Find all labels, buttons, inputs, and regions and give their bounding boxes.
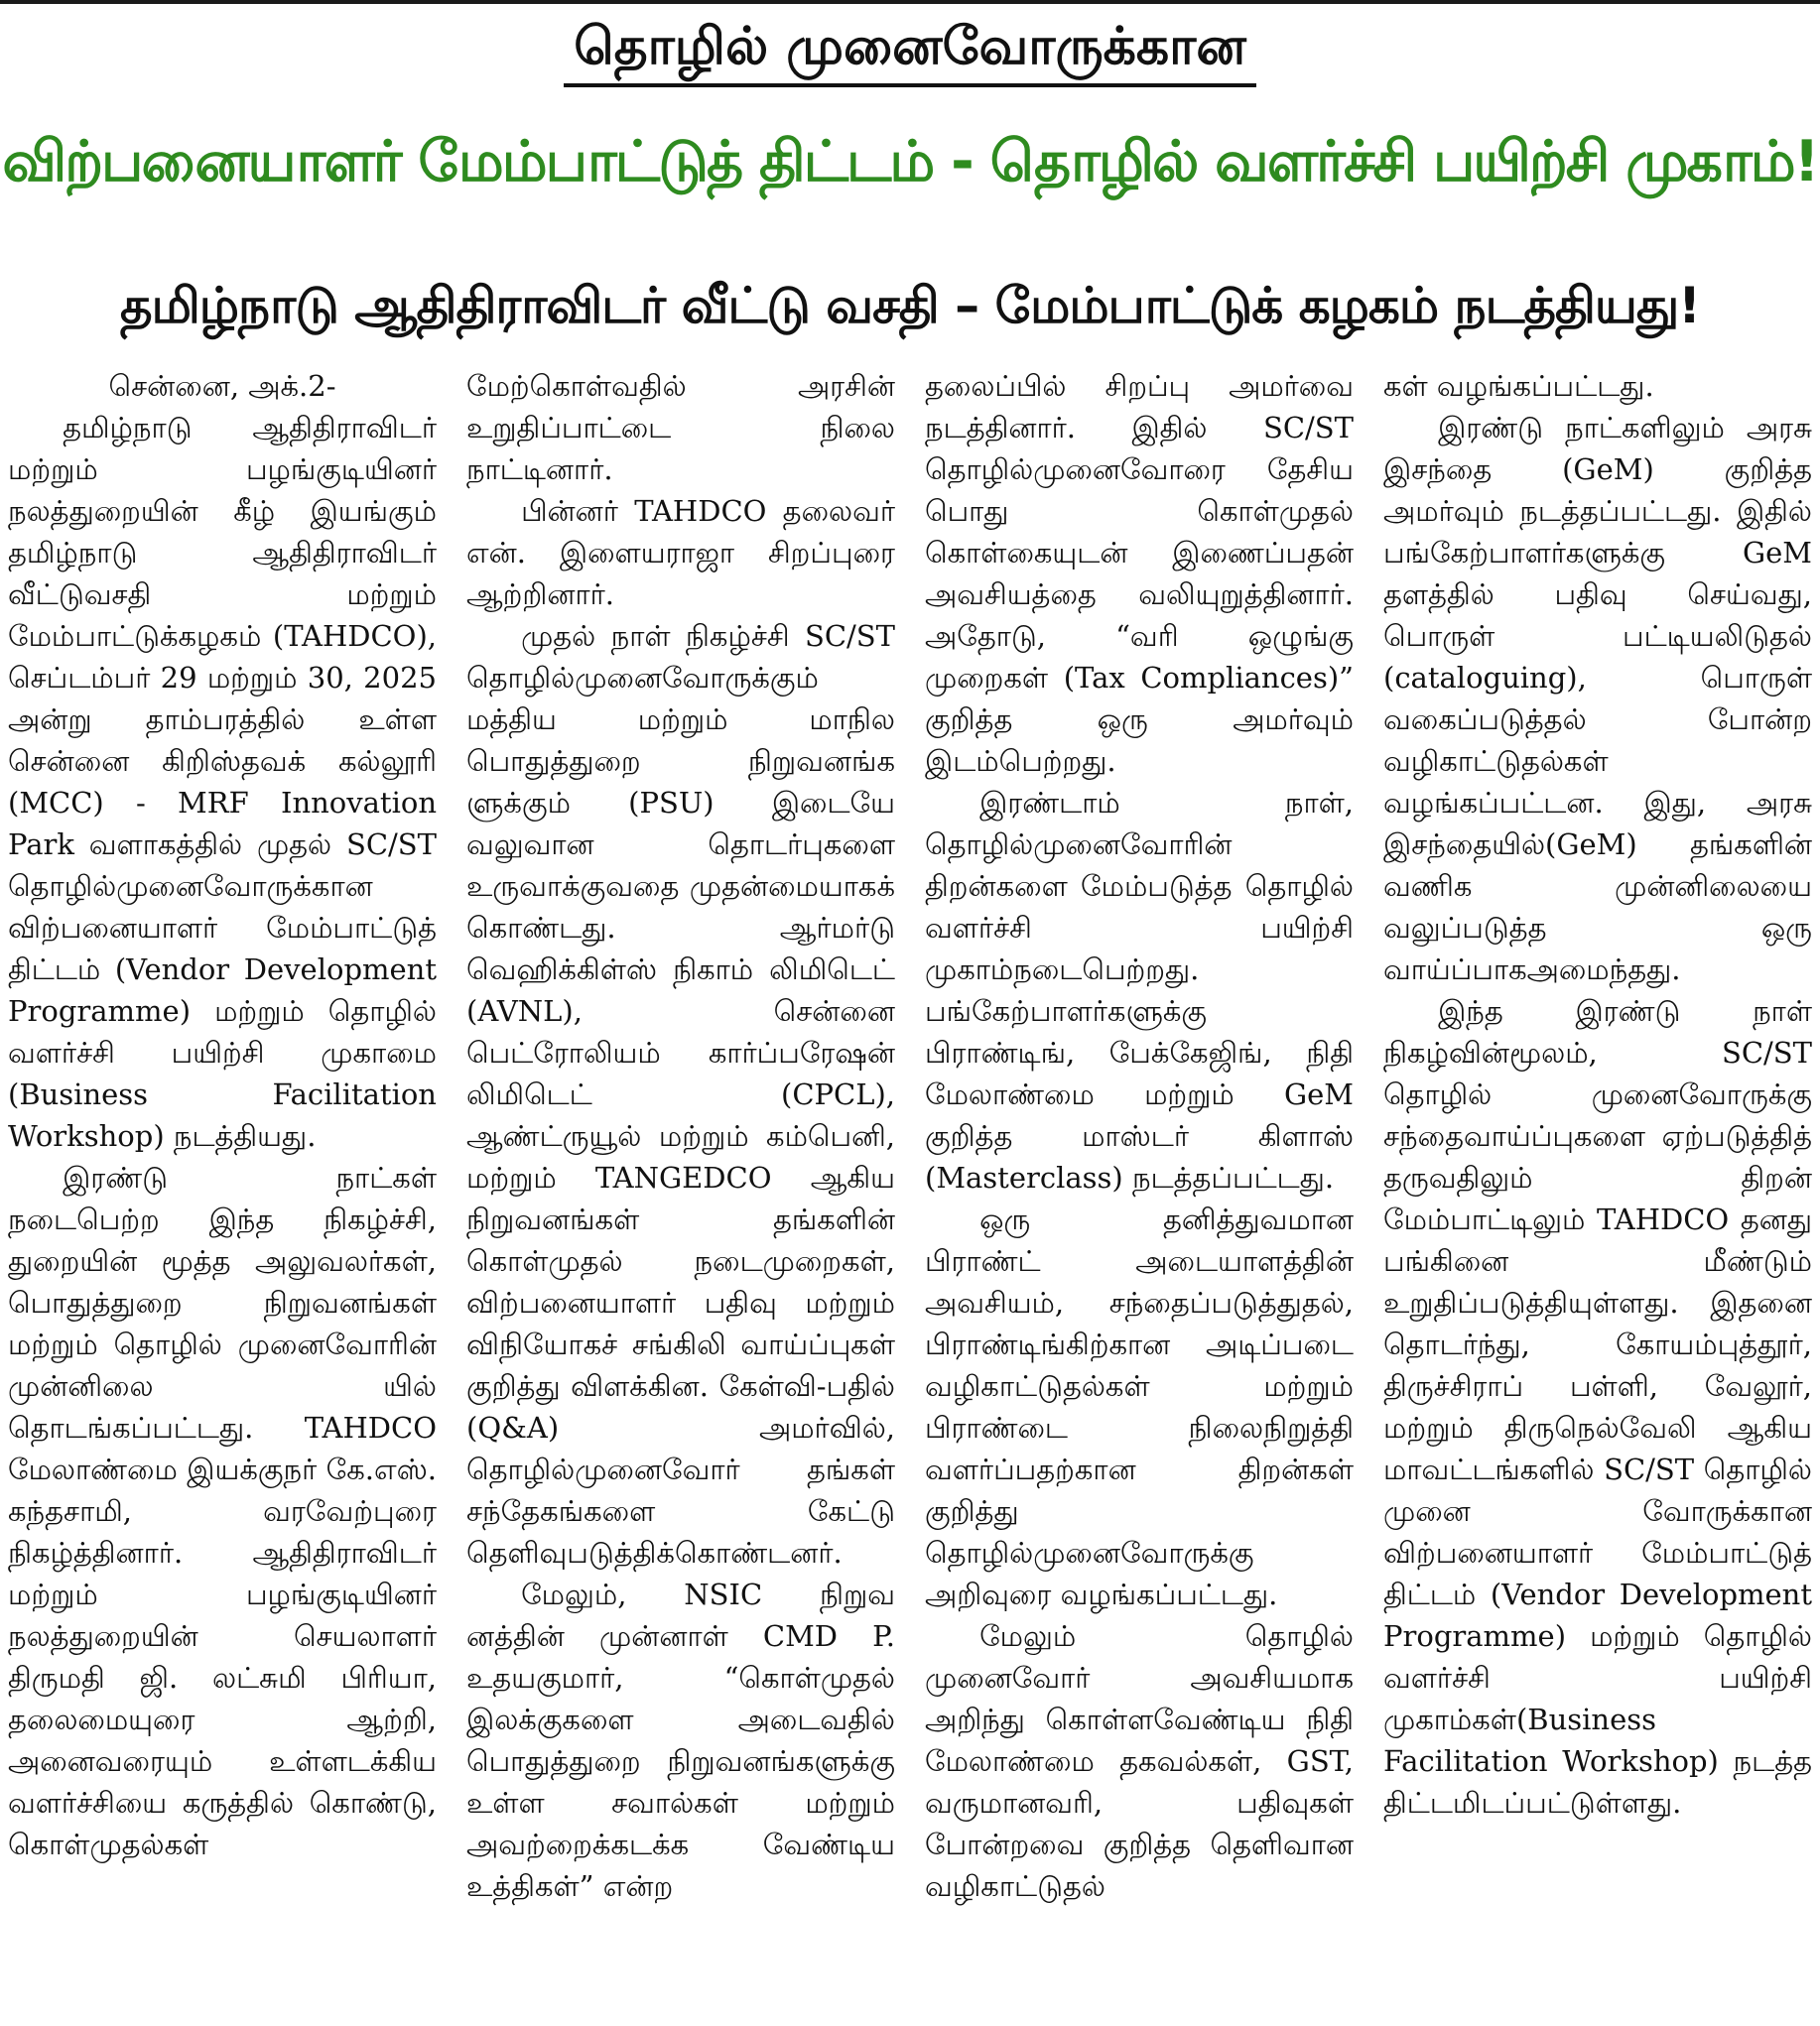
article-column-3 xyxy=(925,365,1354,2026)
paragraph: ஒரு தனித்துவமான பிராண்ட் அடையாளத்தின் அவசியம், சந்தைப்படுத்துதல், பிராண்டிங்கிற்கான அடிப்படை வழிகாட்டுதல்கள் மற்றும் பிராண்டை நிலைநிறுத்தி வளர்ப்பதற்கான திறன்கள் குறித்து தொழில்முனைவோருக்கு அறிவுரை வழங்கப்பட்டது. xyxy=(925,1203,1354,1611)
paragraph: தலைப்பில் சிறப்பு அமர்வை நடத்தினார். இதில் SC/ST தொழில்முனைவோரை தேசிய பொது கொள்முதல் கொள்கையுடன் இணைப்பதன் அவசியத்தை வலியுறுத்தினார். அதோடு, “வரி ஒழுங்கு முறைகள் (Tax Compliances)” குறித்த ஒரு அமர்வும் இடம்பெற்றது. xyxy=(925,369,1354,778)
paragraph: முதல் நாள் நிகழ்ச்சி SC/ST தொழில்முனைவோருக்கும் மத்திய மற்றும் மாநில பொதுத்துறை நிறுவனங்க ளுக்கும் (PSU) இடையே வலுவான தொடர்புகளை உருவாக்குவதை முதன்மையாகக் கொண்டது. ஆர்மர்டு வெஹிக்கிள்ஸ் நிகாம் லிமிடெட் (AVNL), சென்னை பெட்ரோலியம் கார்ப்பரேஷன் லிமிடெட் (CPCL), ஆண்ட்ருயூல் மற்றும் கம்பெனி, மற்றும் TANGEDCO ஆகிய நிறுவனங்கள் தங்களின் கொள்முதல் நடைமுறைகள், விற்பனையாளர் பதிவு மற்றும் விநியோகச் சங்கிலி வாய்ப்புகள் குறித்து விளக்கின. கேள்வி-பதில் (Q&A) அமர்வில், தொழில்முனைவோர் தங்கள் சந்தேகங்களை கேட்டு தெளிவுபடுத்திக்கொண்டனர். xyxy=(466,619,895,1570)
article-column-4 xyxy=(1383,365,1812,2026)
paragraph: மேலும் தொழில் முனைவோர் அவசியமாக அறிந்து கொள்ளவேண்டிய நிதி மேலாண்மை தகவல்கள், GST, வருமானவரி, பதிவுகள் போன்றவை குறித்த தெளிவான வழிகாட்டுதல் xyxy=(925,1619,1354,1903)
paragraph: தமிழ்நாடு ஆதிதிராவிடர் மற்றும் பழங்குடியினர் நலத்துறையின் கீழ் இயங்கும் தமிழ்நாடு ஆதிதிராவிடர் வீட்டுவசதி மற்றும் மேம்பாட்டுக்கழகம் (TAHDCO), செப்டம்பர் 29 மற்றும் 30, 2025 அன்று தாம்பரத்தில் உள்ள சென்னை கிறிஸ்தவக் கல்லூரி (MCC) - MRF Innovation Park வளாகத்தில் முதல் SC/ST தொழில்முனைவோருக்கான விற்பனையாளர் மேம்பாட்டுத் திட்டம் (Vendor Development Programme) மற்றும் தொழில் வளர்ச்சி பயிற்சி முகாமை (Business Facilitation Workshop) நடத்தியது. xyxy=(8,411,437,1153)
top-rule xyxy=(0,0,1820,4)
dateline-paragraph xyxy=(8,365,437,407)
article-column-1 xyxy=(8,365,437,2026)
kicker-container xyxy=(0,14,1820,87)
paragraph: கள் வழங்கப்பட்டது. xyxy=(1383,369,1654,403)
dateline: சென்னை, அக்.2- xyxy=(108,369,336,403)
paragraph: இரண்டு நாட்களிலும் அரசு இசந்தை (GeM) குறித்த அமர்வும் நடத்தப்பட்டது. இதில் பங்கேற்பாளர்களுக்கு GeM தளத்தில் பதிவு செய்வது, பொருள் பட்டியலிடுதல் (cataloguing), பொருள் வகைப்படுத்தல் போன்ற வழிகாட்டுதல்கள் வழங்கப்பட்டன. இது, அரசு இசந்தையில்(GeM) தங்களின் வணிக முன்னிலையை வலுப்படுத்த ஒரு வாய்ப்பாகஅமைந்தது. xyxy=(1383,411,1812,986)
paragraph: மேலும், NSIC நிறுவ னத்தின் முன்னாள் CMD P. உதயகுமார், “கொள்முதல் இலக்குகளை அடைவதில் பொதுத்துறை நிறுவனங்களுக்கு உள்ள சவால்கள் மற்றும் அவற்றைக்கடக்க வேண்டிய உத்திகள்” என்ற xyxy=(466,1578,895,1903)
paragraph: மேற்கொள்வதில் அரசின் உறுதிப்பாட்டை நிலை நாட்டினார். xyxy=(466,369,895,486)
kicker-heading: தொழில் முனைவோருக்கான xyxy=(564,14,1256,87)
paragraph: பின்னர் TAHDCO தலைவர் என். இளையராஜா சிறப்புரை ஆற்றினார். xyxy=(466,494,895,611)
paragraph: இரண்டாம் நாள், தொழில்முனைவோரின் திறன்களை மேம்படுத்த தொழில் வளர்ச்சி பயிற்சி முகாம்நடைபெற்றது. பங்கேற்பாளர்களுக்கு பிராண்டிங், பேக்கேஜிங், நிதி மேலாண்மை மற்றும் GeM குறித்த மாஸ்டர் கிளாஸ் (Masterclass) நடத்தப்பட்டது. xyxy=(925,786,1354,1195)
paragraph: இந்த இரண்டு நாள் நிகழ்வின்மூலம், SC/ST தொழில் முனைவோருக்கு சந்தைவாய்ப்புகளை ஏற்படுத்தித் தருவதிலும் திறன் மேம்பாட்டிலும் TAHDCO தனது பங்கினை மீண்டும் உறுதிப்படுத்தியுள்ளது. இதனை தொடர்ந்து, கோயம்புத்தூர், திருச்சிராப் பள்ளி, வேலூர், மற்றும் திருநெல்வேலி ஆகிய மாவட்டங்களில் SC/ST தொழில் முனை வோருக்கான விற்பனையாளர் மேம்பாட்டுத் திட்டம் (Vendor Development Programme) மற்றும் தொழில் வளர்ச்சி பயிற்சி முகாம்கள்(Business Facilitation Workshop) நடத்த திட்டமிடப்பட்டுள்ளது. xyxy=(1383,994,1812,1820)
sub-headline: தமிழ்நாடு ஆதிதிராவிடர் வீட்டு வசதி – மேம்பாட்டுக் கழகம் நடத்தியது! xyxy=(120,277,1700,334)
paragraph: இரண்டு நாட்கள் நடைபெற்ற இந்த நிகழ்ச்சி, துறையின் மூத்த அலுவலர்கள், பொதுத்துறை நிறுவனங்கள் மற்றும் தொழில் முனைவோரின் முன்னிலை யில் தொடங்கப்பட்டது. TAHDCO மேலாண்மை இயக்குநர் கே.எஸ். கந்தசாமி, வரவேற்புரை நிகழ்த்தினார். ஆதிதிராவிடர் மற்றும் பழங்குடியினர் நலத்துறையின் செயலாளர் திருமதி ஜி. லட்சுமி பிரியா, தலைமையுரை ஆற்றி, அனைவரையும் உள்ளடக்கிய வளர்ச்சியை கருத்தில் கொண்டு, கொள்முதல்கள் xyxy=(8,1161,437,1861)
main-headline: விற்பனையாளர் மேம்பாட்டுத் திட்டம் - தொழில் வளர்ச்சி பயிற்சி முகாம்! xyxy=(2,129,1818,194)
article-body xyxy=(8,365,1812,2026)
article-column-2 xyxy=(466,365,895,2026)
